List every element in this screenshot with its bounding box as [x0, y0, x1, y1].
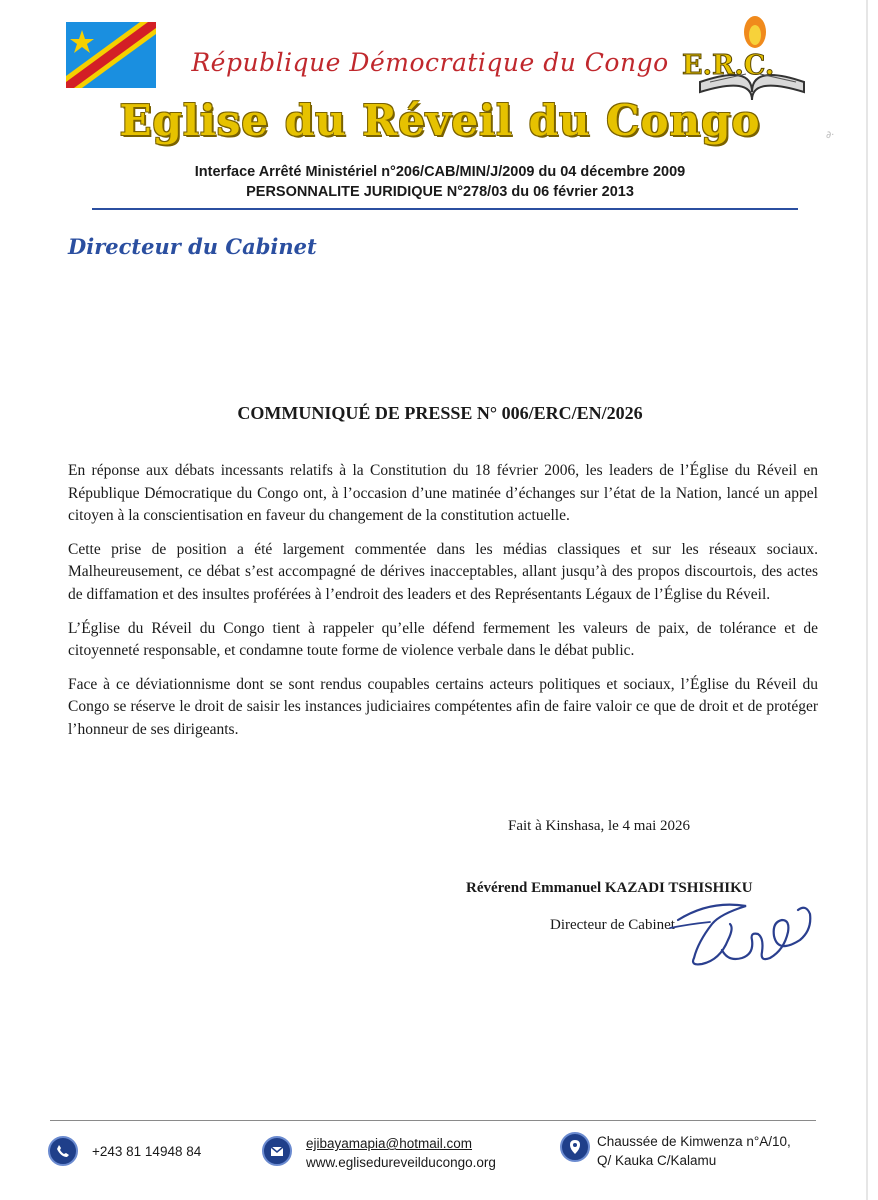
drc-flag	[66, 22, 156, 88]
footer-contact	[306, 1134, 496, 1172]
footer-divider	[50, 1120, 816, 1121]
signatory-role: Directeur de Cabinet	[550, 917, 675, 933]
place-and-date: Fait à Kinshasa, le 4 mai 2026	[508, 818, 691, 834]
phone-icon	[48, 1136, 78, 1166]
footer-address	[597, 1132, 791, 1170]
communique-body	[68, 460, 818, 753]
svg-text:E.R.C.: E.R.C.	[682, 50, 775, 81]
paragraph-2: Cette prise de position a été largement commentée dans les médias classiques et sur les réseaux sociaux. Malheureusement, ce débat s’est accompagné de dérives inacceptables, allant jusqu’à des propos discourtois, des actes de diffamation et des insultes proférées à l’endroit des leaders et des Représentants Légaux de l’Église du Réveil.	[68, 540, 818, 603]
footer-website[interactable]: www.eglisedureveilducongo.org	[306, 1155, 496, 1170]
paragraph-4: Face à ce déviationnisme dont se sont rendus coupables certains acteurs politiques et sociaux, l’Église du Réveil du Congo se réserve le droit de saisir les instances judiciaires compétentes afin de faire valoir ce que de droit et de protéger l’honneur de ses dirigeants.	[68, 675, 818, 738]
scan-artifact: ∂·	[826, 130, 835, 141]
country-subtitle: République Démocratique du Congo	[191, 48, 669, 77]
email-icon	[262, 1136, 292, 1166]
footer-address-line1: Chaussée de Kimwenza n°A/10,	[597, 1134, 791, 1149]
footer-address-line2: Q/ Kauka C/Kalamu	[597, 1153, 717, 1168]
organization-title: Eglise du Réveil du Congo	[119, 96, 761, 145]
signatory-name: Révérend Emmanuel KAZADI TSHISHIKU	[466, 880, 753, 896]
paragraph-1: En réponse aux débats incessants relatifs à la Constitution du 18 février 2006, les leaders de l’Église du Réveil en République Démocratique du Congo ont, à l’occasion d’une matinée d’échanges sur l’état de la Nation, lancé un appel citoyen à la conscientisation en faveur du changement de la constitution actuelle.	[68, 462, 818, 525]
footer-email[interactable]: ejibayamapia@hotmail.com	[306, 1136, 473, 1151]
paragraph-3: L’Église du Réveil du Congo tient à rappeler qu’elle défend fermement les valeurs de paix, de tolérance et de citoyenneté responsable, et condamne toute forme de violence verbale dans le débat public.	[68, 619, 818, 660]
page-edge	[866, 0, 868, 1200]
handwritten-signature	[650, 880, 820, 972]
office-heading: Directeur du Cabinet	[68, 234, 317, 259]
footer-phone[interactable]: +243 81 14948 84	[92, 1144, 202, 1159]
ministerial-decree-line: Interface Arrêté Ministériel n°206/CAB/MIN/J/2009 du 04 décembre 2009	[194, 164, 686, 180]
header-divider	[92, 208, 798, 210]
communique-title: COMMUNIQUÉ DE PRESSE N° 006/ERC/EN/2026	[237, 403, 643, 423]
legal-personality-line: PERSONNALITE JURIDIQUE N°278/03 du 06 février 2013	[246, 184, 634, 200]
erc-logo	[680, 12, 825, 102]
location-icon	[560, 1132, 590, 1162]
